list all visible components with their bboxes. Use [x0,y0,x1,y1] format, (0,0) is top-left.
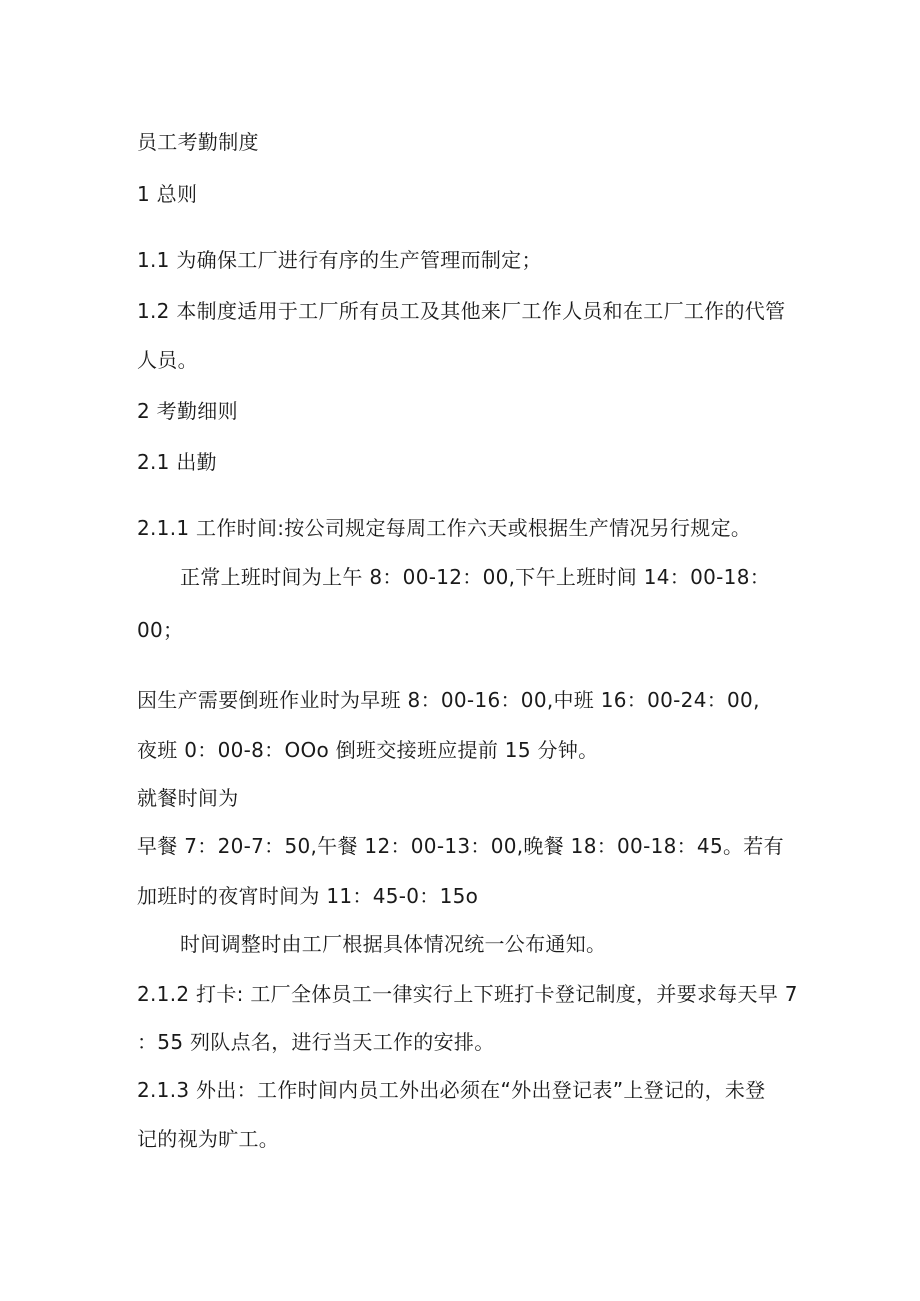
subsection-heading: 2.1 出勤 [137,450,217,474]
paragraph-line: 00； [137,618,184,642]
paragraph-line: 记的视为旷工。 [137,1127,280,1151]
paragraph-line: ：55 列队点名，进行当天工作的安排。 [137,1030,495,1054]
section-heading: 2 考勤细则 [137,399,238,423]
paragraph-line: 因生产需要倒班作业时为早班 8：00-16：00,中班 16：00-24：00, [137,688,760,712]
paragraph-line: 2.1.1 工作时间:按公司规定每周工作六天或根据生产情况另行规定。 [137,516,752,540]
paragraph-line: 1.1 为确保工厂进行有序的生产管理而制定； [137,248,542,272]
paragraph-line: 1.2 本制度适用于工厂所有员工及其他来厂工作人员和在工厂工作的代管 [137,299,786,323]
paragraph-line: 早餐 7：20-7：50,午餐 12：00-13：00,晚餐 18：00-18：45。若有 [137,834,784,858]
paragraph-line: 时间调整时由工厂根据具体情况统一公布通知。 [180,932,607,956]
section-heading: 1 总则 [137,182,198,206]
paragraph-line: 夜班 0：00-8：OOo 倒班交接班应提前 15 分钟。 [137,738,599,762]
paragraph-line: 2.1.3 外出：工作时间内员工外出必须在“外出登记表”上登记的，未登 [137,1078,766,1102]
paragraph-line: 就餐时间为 [137,786,239,810]
document-title: 员工考勤制度 [137,130,259,154]
paragraph-line: 正常上班时间为上午 8：00-12：00,下午上班时间 14：00-18： [180,565,771,589]
paragraph-line: 人员。 [137,348,198,372]
paragraph-line: 加班时的夜宵时间为 11：45-0：15o [137,884,479,908]
paragraph-line: 2.1.2 打卡: 工厂全体员工一律实行上下班打卡登记制度，并要求每天早 7 [137,982,798,1006]
